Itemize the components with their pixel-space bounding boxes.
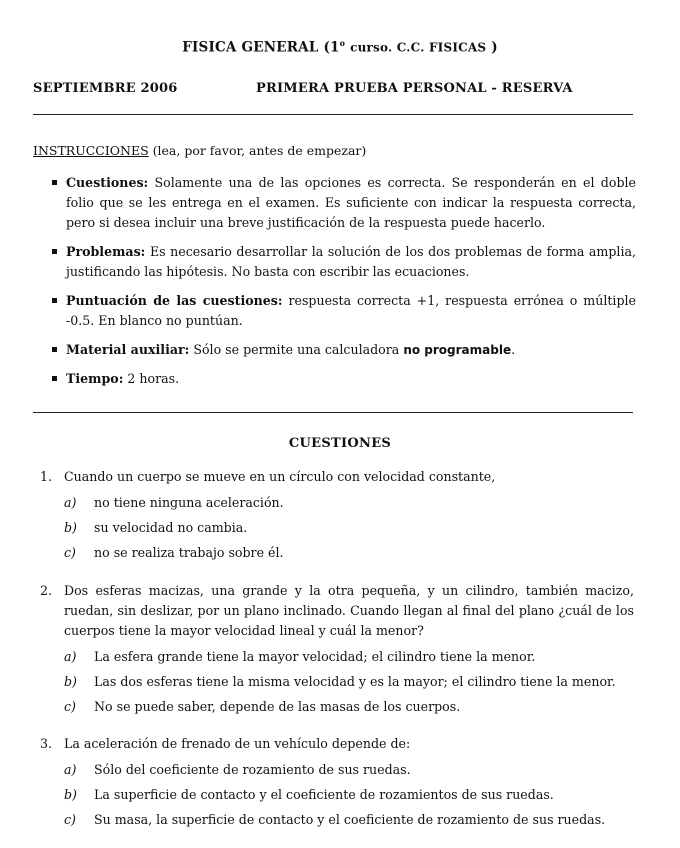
- instruction-emphasis: no programable: [403, 343, 512, 357]
- instruction-text: Sólo se permite una calculadora: [193, 342, 400, 357]
- option-letter: b): [64, 674, 77, 689]
- option-text: No se puede saber, depende de las masas de los cuerpos.: [94, 699, 461, 714]
- section-divider: [33, 412, 633, 413]
- exam-date: SEPTIEMBRE 2006: [33, 81, 178, 96]
- option-text: no se realiza trabajo sobre él.: [94, 545, 284, 560]
- option-text: Sólo del coeficiente de rozamiento de sus ruedas.: [94, 762, 411, 777]
- option-c: [64, 697, 634, 717]
- question-stem: La aceleración de frenado de un vehículo depende de:: [64, 736, 411, 751]
- instruction-term: Material auxiliar:: [66, 342, 190, 357]
- instruction-term: Problemas:: [66, 244, 146, 259]
- bullet-icon: [52, 347, 57, 352]
- option-letter: c): [64, 699, 76, 714]
- option-b: [64, 518, 634, 538]
- instruction-term: Tiempo:: [66, 371, 124, 386]
- instruction-term: Cuestiones:: [66, 175, 149, 190]
- title-ordinal: 1: [330, 39, 340, 56]
- page-title: [0, 38, 680, 56]
- option-letter: c): [64, 812, 76, 827]
- instruction-item-cuestiones: [48, 173, 636, 233]
- question-stem: Dos esferas macizas, una grande y la otra pequeña, y un cilindro, también macizo, ruedan, sin deslizar, por un plano inclinado. Cuando llegan al final del plano ¿cuál de los cuerpos tiene la mayor velocidad lineal y cuál la menor?: [64, 583, 634, 638]
- option-b: [64, 672, 634, 692]
- option-letter: a): [64, 649, 77, 664]
- option-text: no tiene ninguna aceleración.: [94, 495, 284, 510]
- top-divider: [33, 114, 633, 115]
- title-course: curso. C.C. FISICAS: [350, 40, 487, 55]
- instruction-text: Solamente una de las opciones es correcta. Se responderán en el doble folio que se les entrega en el examen. Es suficiente con indicar la respuesta correcta, pero si desea incluir una breve justificación de la respuesta puede hacerlo.: [66, 175, 636, 230]
- title-open-paren: (: [323, 39, 331, 56]
- instruction-text: 2 horas.: [127, 371, 180, 386]
- option-letter: a): [64, 495, 77, 510]
- question-options: [64, 760, 634, 830]
- question-options: [64, 647, 634, 717]
- bullet-icon: [52, 376, 57, 381]
- instructions-note: (lea, por favor, antes de empezar): [152, 143, 367, 158]
- option-a: [64, 647, 634, 667]
- question-1: [40, 467, 634, 568]
- option-c: [64, 810, 634, 830]
- instruction-item-puntuacion: [48, 291, 636, 331]
- option-a: [64, 760, 634, 780]
- instruction-term: Puntuación de las cuestiones:: [66, 293, 283, 308]
- instructions-list: [48, 173, 636, 389]
- option-letter: a): [64, 762, 77, 777]
- instructions-label: INSTRUCCIONES: [33, 143, 149, 158]
- option-text: La esfera grande tiene la mayor velocidad; el cilindro tiene la menor.: [94, 649, 536, 664]
- question-stem: Cuando un cuerpo se mueve en un círculo con velocidad constante,: [64, 469, 496, 484]
- exam-name: PRIMERA PRUEBA PERSONAL - RESERVA: [256, 81, 573, 96]
- bullet-icon: [52, 180, 57, 185]
- instruction-tail: .: [511, 342, 516, 357]
- question-number: 1.: [40, 469, 53, 484]
- question-2: [40, 581, 634, 722]
- title-main: FISICA GENERAL: [182, 39, 319, 56]
- title-close-paren: ): [491, 39, 498, 56]
- instruction-item-material: [48, 340, 636, 360]
- option-text: su velocidad no cambia.: [94, 520, 248, 535]
- option-letter: b): [64, 787, 77, 802]
- title-ordinal-sup: o: [339, 38, 346, 48]
- instruction-text: Es necesario desarrollar la solución de los dos problemas de forma amplia, justificando las hipótesis. No basta con escribir las ecuaciones.: [66, 244, 636, 279]
- option-b: [64, 785, 634, 805]
- question-options: [64, 493, 634, 563]
- question-3: [40, 734, 634, 835]
- option-letter: c): [64, 545, 76, 560]
- option-letter: b): [64, 520, 77, 535]
- option-text: Las dos esferas tiene la misma velocidad y es la mayor; el cilindro tiene la menor.: [94, 674, 616, 689]
- instructions-heading: [33, 143, 366, 158]
- question-number: 3.: [40, 736, 53, 751]
- instruction-item-tiempo: [48, 369, 636, 389]
- section-title: CUESTIONES: [288, 436, 392, 451]
- instruction-item-problemas: [48, 242, 636, 282]
- instruction-text: respuesta correcta +1, respuesta errónea o múltiple -0.5. En blanco no puntúan.: [66, 293, 636, 328]
- question-number: 2.: [40, 583, 53, 598]
- bullet-icon: [52, 249, 57, 254]
- bullet-icon: [52, 298, 57, 303]
- option-a: [64, 493, 634, 513]
- option-c: [64, 543, 634, 563]
- option-text: Su masa, la superficie de contacto y el coeficiente de rozamiento de sus ruedas.: [94, 812, 606, 827]
- option-text: La superficie de contacto y el coeficiente de rozamientos de sus ruedas.: [94, 787, 554, 802]
